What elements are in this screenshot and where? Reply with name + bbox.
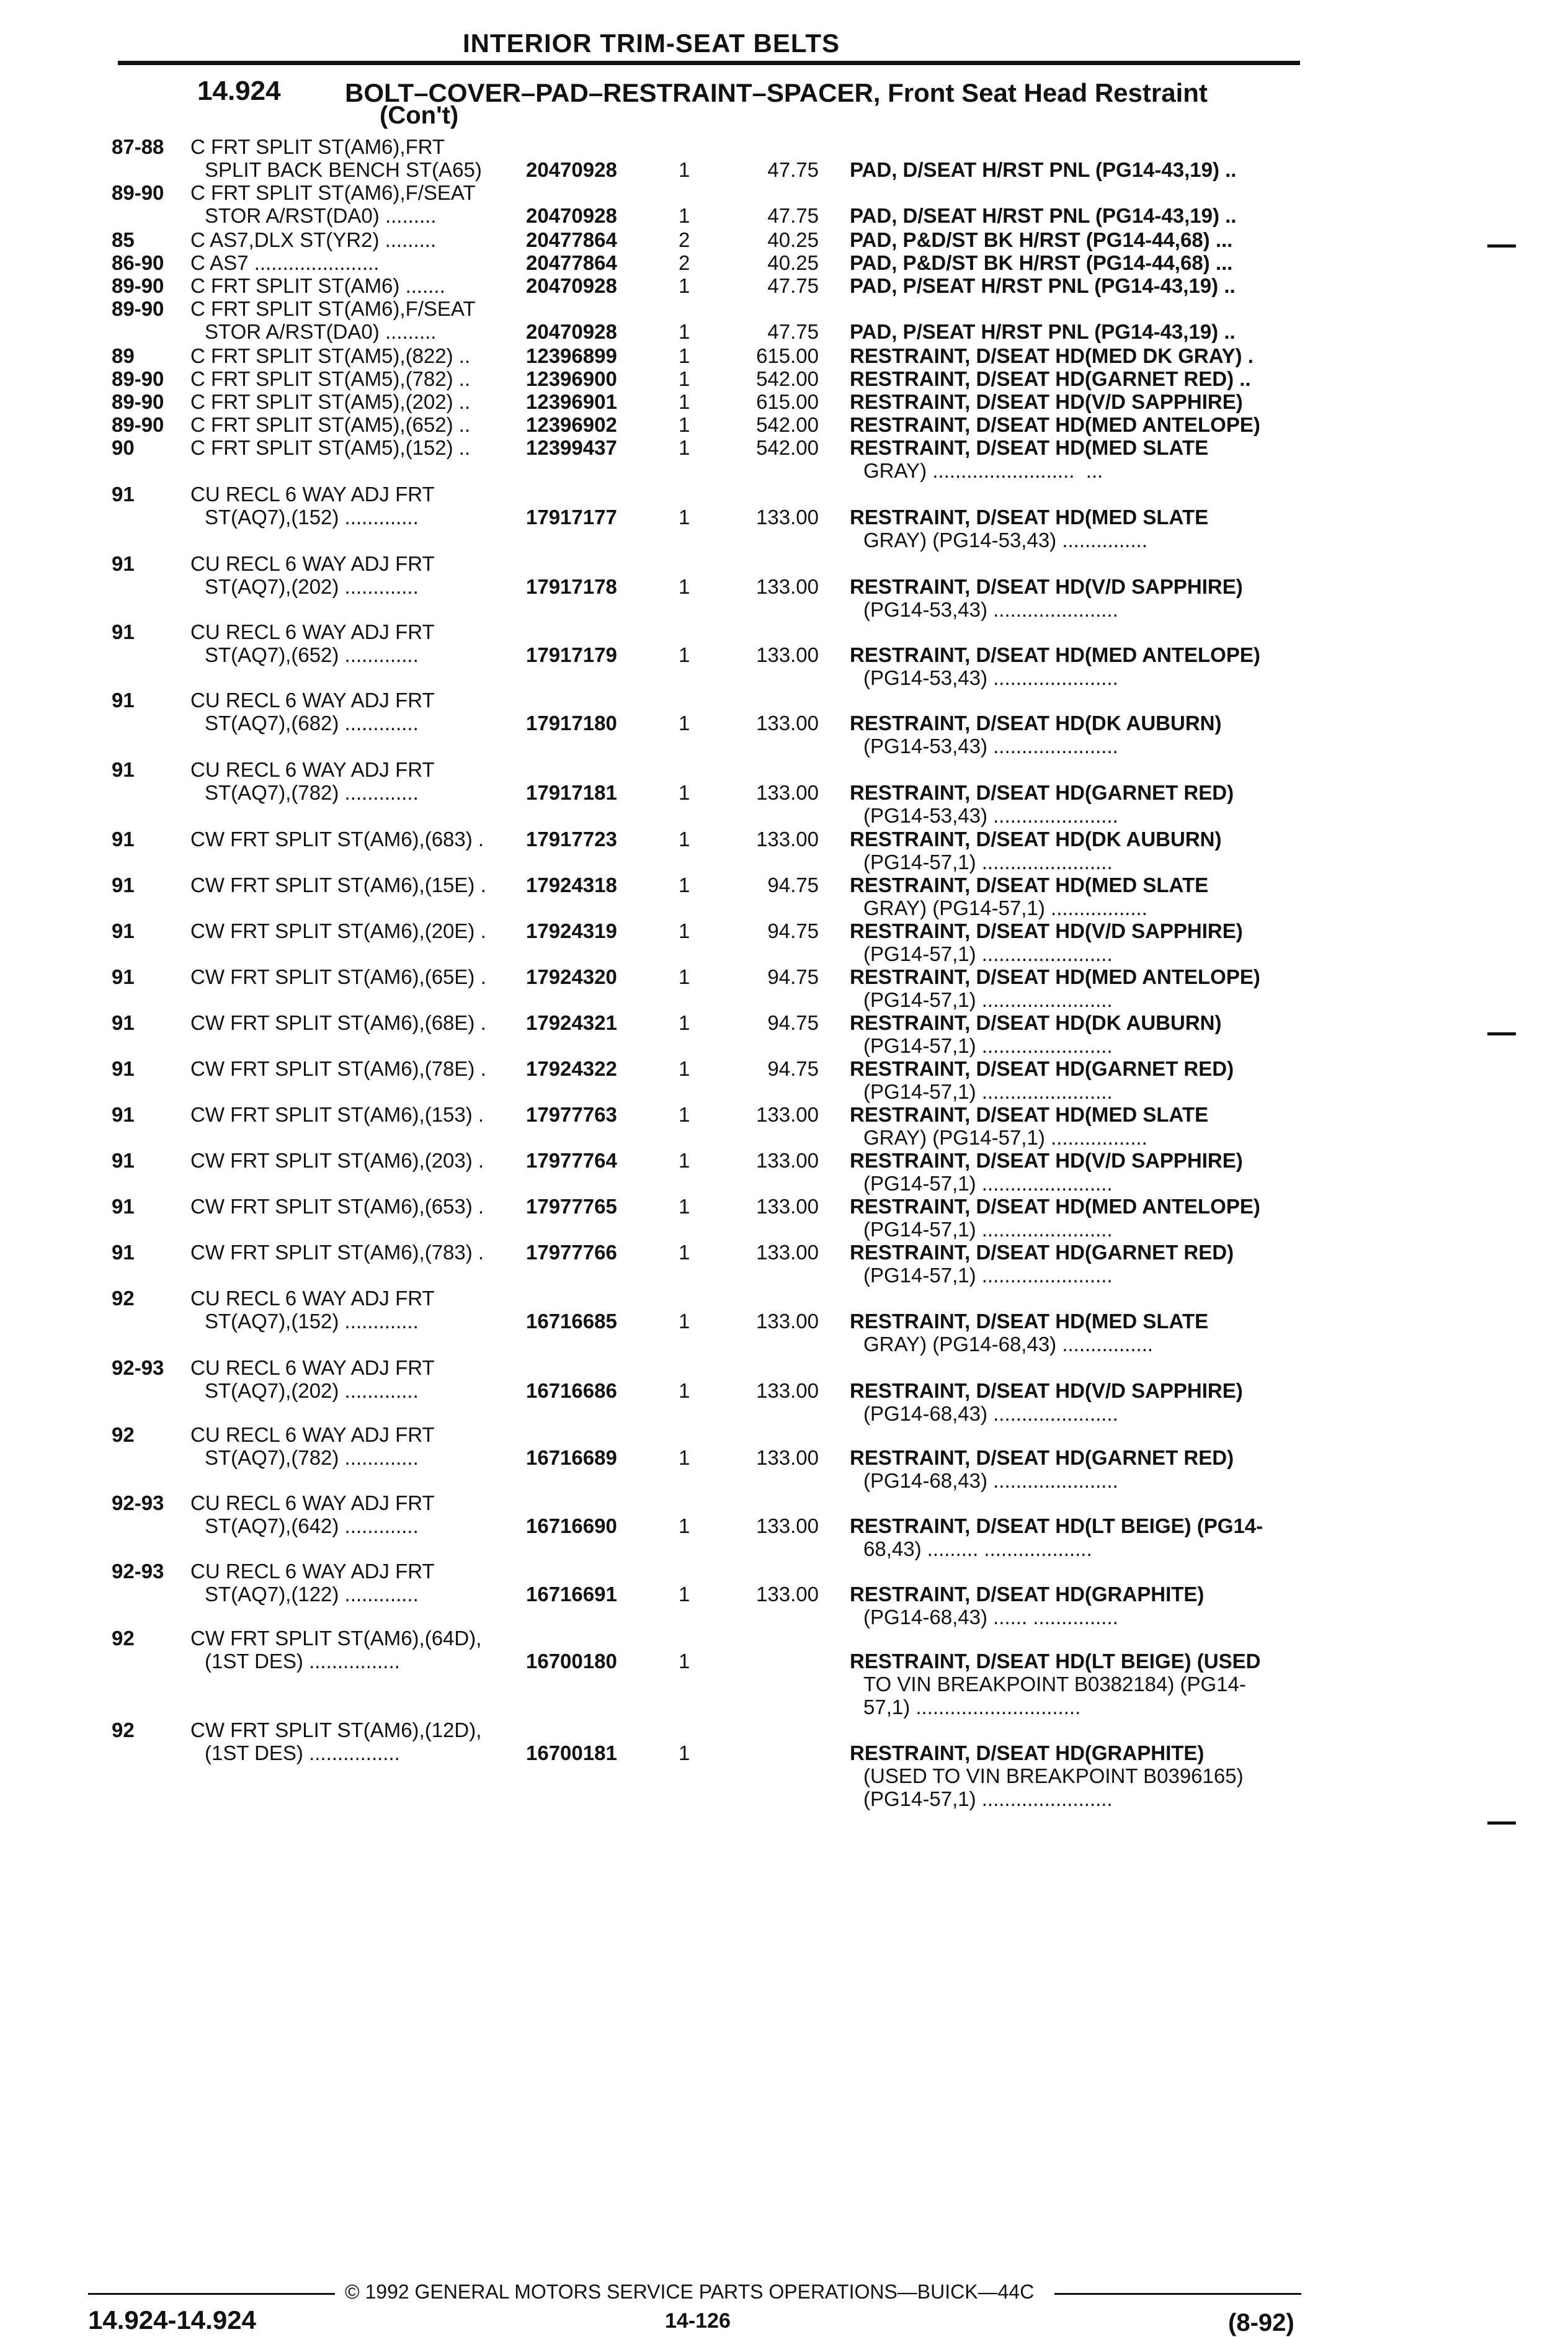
description-line: CW FRT SPLIT ST(AM6),(64D),	[190, 1627, 482, 1650]
price: 133.00	[756, 828, 819, 851]
quantity: 1	[679, 1149, 690, 1172]
price: 615.00	[756, 344, 819, 367]
part-number: 17977764	[526, 1149, 617, 1172]
description-line: CU RECL 6 WAY ADJ FRT	[190, 1356, 435, 1379]
remark-line: GRAY) (PG14-57,1) .................	[863, 896, 1147, 919]
part-number: 16716686	[526, 1379, 617, 1402]
footer-page-number: 14-126	[665, 2309, 731, 2333]
price: 133.00	[756, 575, 819, 598]
part-number: 20470928	[526, 320, 617, 343]
price: 47.75	[767, 274, 819, 297]
quantity: 1	[679, 158, 690, 181]
year-cell: 92	[112, 1627, 135, 1650]
remark-line: (PG14-57,1) .......................	[863, 851, 1113, 874]
quantity: 1	[679, 1103, 690, 1126]
part-number: 16716689	[526, 1446, 617, 1469]
remark-line: GRAY) (PG14-68,43) ................	[863, 1333, 1154, 1356]
quantity: 1	[679, 367, 690, 390]
remark-line: (USED TO VIN BREAKPOINT B0396165)	[863, 1764, 1244, 1787]
remark-line: (PG14-57,1) .......................	[863, 1080, 1113, 1103]
remark-line: 68,43) ......... ...................	[863, 1537, 1092, 1560]
part-number: 17924321	[526, 1011, 617, 1034]
year-cell: 91	[112, 1195, 135, 1218]
description-line: CU RECL 6 WAY ADJ FRT	[190, 1287, 435, 1310]
price: 94.75	[767, 1057, 819, 1080]
quantity: 1	[679, 204, 690, 227]
description-line: ST(AQ7),(642) .............	[205, 1514, 419, 1537]
description-line: CU RECL 6 WAY ADJ FRT	[190, 483, 435, 506]
quantity: 1	[679, 1057, 690, 1080]
description-line: ST(AQ7),(782) .............	[205, 781, 419, 804]
description-line: CW FRT SPLIT ST(AM6),(20E) .	[190, 919, 486, 942]
part-number: 17917181	[526, 781, 617, 804]
quantity: 1	[679, 1310, 690, 1333]
year-cell: 89-90	[112, 274, 164, 297]
price: 133.00	[756, 1149, 819, 1172]
year-cell: 86-90	[112, 251, 164, 274]
description-line: C FRT SPLIT ST(AM6),F/SEAT	[190, 181, 476, 204]
price: 94.75	[767, 874, 819, 896]
description-line: ST(AQ7),(652) .............	[205, 643, 419, 666]
remark-line: RESTRAINT, D/SEAT HD(GARNET RED) ..	[850, 367, 1251, 390]
remark-line: RESTRAINT, D/SEAT HD(GARNET RED)	[850, 1057, 1234, 1080]
year-cell: 89-90	[112, 413, 164, 436]
part-number: 17917178	[526, 575, 617, 598]
remark-line: (PG14-53,43) ......................	[863, 804, 1118, 827]
description-line: STOR A/RST(DA0) .........	[205, 204, 437, 227]
year-cell: 92	[112, 1718, 135, 1741]
remark-line: (PG14-53,43) ......................	[863, 666, 1118, 689]
part-number: 17917180	[526, 712, 617, 735]
part-number: 20477864	[526, 251, 617, 274]
remark-line: RESTRAINT, D/SEAT HD(MED SLATE	[850, 506, 1209, 529]
description-line: C FRT SPLIT ST(AM6) .......	[190, 274, 445, 297]
quantity: 1	[679, 1514, 690, 1537]
price: 133.00	[756, 781, 819, 804]
price: 133.00	[756, 506, 819, 529]
year-cell: 92	[112, 1423, 135, 1446]
quantity: 1	[679, 781, 690, 804]
price: 133.00	[756, 643, 819, 666]
remark-line: RESTRAINT, D/SEAT HD(V/D SAPPHIRE)	[850, 390, 1243, 413]
year-cell: 92-93	[112, 1560, 164, 1583]
quantity: 1	[679, 1011, 690, 1034]
description-line: STOR A/RST(DA0) .........	[205, 320, 437, 343]
margin-mark	[1487, 1821, 1516, 1825]
remark-line: RESTRAINT, D/SEAT HD(MED ANTELOPE)	[850, 643, 1260, 666]
remark-line: (PG14-57,1) .......................	[863, 988, 1113, 1011]
price: 40.25	[767, 251, 819, 274]
description-line: CW FRT SPLIT ST(AM6),(65E) .	[190, 965, 486, 988]
description-line: CW FRT SPLIT ST(AM6),(153) .	[190, 1103, 484, 1126]
page-title: INTERIOR TRIM-SEAT BELTS	[462, 29, 840, 58]
remark-line: RESTRAINT, D/SEAT HD(MED ANTELOPE)	[850, 1195, 1260, 1218]
description-line: C FRT SPLIT ST(AM6),F/SEAT	[190, 297, 476, 320]
remark-line: (PG14-57,1) .......................	[863, 1172, 1113, 1195]
year-cell: 91	[112, 919, 135, 942]
remark-line: RESTRAINT, D/SEAT HD(DK AUBURN)	[850, 712, 1222, 735]
quantity: 2	[679, 251, 690, 274]
description-line: CW FRT SPLIT ST(AM6),(78E) .	[190, 1057, 486, 1080]
description-line: ST(AQ7),(782) .............	[205, 1446, 419, 1469]
description-line: C FRT SPLIT ST(AM5),(782) ..	[190, 367, 471, 390]
remark-line: RESTRAINT, D/SEAT HD(V/D SAPPHIRE)	[850, 1149, 1243, 1172]
part-number: 17924320	[526, 965, 617, 988]
remark-line: (PG14-57,1) .......................	[863, 1787, 1113, 1810]
price: 542.00	[756, 413, 819, 436]
price: 133.00	[756, 1514, 819, 1537]
remark-line: (PG14-57,1) .......................	[863, 1034, 1113, 1057]
description-line: ST(AQ7),(202) .............	[205, 1379, 419, 1402]
description-line: C FRT SPLIT ST(AM5),(152) ..	[190, 436, 471, 459]
description-line: CW FRT SPLIT ST(AM6),(683) .	[190, 828, 484, 851]
remark-line: RESTRAINT, D/SEAT HD(MED SLATE	[850, 1103, 1209, 1126]
part-number: 17924322	[526, 1057, 617, 1080]
quantity: 1	[679, 874, 690, 896]
year-cell: 92-93	[112, 1491, 164, 1514]
remark-line: RESTRAINT, D/SEAT HD(GRAPHITE)	[850, 1583, 1205, 1606]
description-line: (1ST DES) ................	[205, 1650, 400, 1673]
part-number: 12396901	[526, 390, 617, 413]
remark-line: GRAY) (PG14-53,43) ...............	[863, 529, 1147, 552]
description-line: ST(AQ7),(152) .............	[205, 506, 419, 529]
remark-line: RESTRAINT, D/SEAT HD(GARNET RED)	[850, 1446, 1234, 1469]
description-line: CW FRT SPLIT ST(AM6),(12D),	[190, 1718, 482, 1741]
remark-line: RESTRAINT, D/SEAT HD(MED SLATE	[850, 1310, 1209, 1333]
part-number: 20470928	[526, 204, 617, 227]
price: 133.00	[756, 1446, 819, 1469]
year-cell: 87-88	[112, 135, 164, 158]
quantity: 1	[679, 1741, 690, 1764]
price: 615.00	[756, 390, 819, 413]
description-line: CW FRT SPLIT ST(AM6),(783) .	[190, 1241, 484, 1264]
quantity: 2	[679, 228, 690, 251]
remark-line: RESTRAINT, D/SEAT HD(GARNET RED)	[850, 781, 1234, 804]
remark-line: RESTRAINT, D/SEAT HD(DK AUBURN)	[850, 828, 1222, 851]
margin-mark	[1487, 244, 1516, 248]
quantity: 1	[679, 344, 690, 367]
part-number: 20470928	[526, 274, 617, 297]
quantity: 1	[679, 1195, 690, 1218]
part-number: 16716690	[526, 1514, 617, 1537]
quantity: 1	[679, 413, 690, 436]
price: 40.25	[767, 228, 819, 251]
remark-line: PAD, P&D/ST BK H/RST (PG14-44,68) ...	[850, 228, 1233, 251]
remark-line: (PG14-57,1) .......................	[863, 1264, 1113, 1287]
year-cell: 91	[112, 1149, 135, 1172]
description-line: CW FRT SPLIT ST(AM6),(15E) .	[190, 874, 486, 896]
price: 133.00	[756, 1241, 819, 1264]
quantity: 1	[679, 919, 690, 942]
quantity: 1	[679, 1583, 690, 1606]
footer-copyright: © 1992 GENERAL MOTORS SERVICE PARTS OPERATIONS—BUICK—44C	[345, 2281, 1035, 2303]
remark-line: (PG14-57,1) .......................	[863, 1218, 1113, 1241]
year-cell: 85	[112, 228, 135, 251]
price: 94.75	[767, 919, 819, 942]
remark-line: RESTRAINT, D/SEAT HD(GRAPHITE)	[850, 1741, 1205, 1764]
footer-section-range: 14.924-14.924	[88, 2305, 256, 2335]
price: 94.75	[767, 965, 819, 988]
year-cell: 91	[112, 1057, 135, 1080]
part-number: 17977765	[526, 1195, 617, 1218]
year-cell: 91	[112, 620, 135, 643]
description-line: C FRT SPLIT ST(AM5),(202) ..	[190, 390, 471, 413]
section-number: 14.924	[197, 76, 281, 106]
quantity: 1	[679, 390, 690, 413]
part-number: 17977766	[526, 1241, 617, 1264]
year-cell: 91	[112, 758, 135, 781]
remark-line: RESTRAINT, D/SEAT HD(V/D SAPPHIRE)	[850, 919, 1243, 942]
remark-line: (PG14-68,43) ......................	[863, 1469, 1118, 1492]
price: 133.00	[756, 712, 819, 735]
quantity: 1	[679, 1650, 690, 1673]
price: 47.75	[767, 320, 819, 343]
year-cell: 91	[112, 1241, 135, 1264]
description-line: CU RECL 6 WAY ADJ FRT	[190, 689, 435, 712]
description-line: ST(AQ7),(682) .............	[205, 712, 419, 735]
year-cell: 89-90	[112, 367, 164, 390]
quantity: 1	[679, 575, 690, 598]
part-number: 16716685	[526, 1310, 617, 1333]
part-number: 20470928	[526, 158, 617, 181]
remark-line: TO VIN BREAKPOINT B0382184) (PG14-	[863, 1673, 1246, 1696]
quantity: 1	[679, 712, 690, 735]
remark-line: (PG14-68,43) ...... ...............	[863, 1606, 1118, 1629]
remark-line: RESTRAINT, D/SEAT HD(MED ANTELOPE)	[850, 965, 1260, 988]
year-cell: 91	[112, 689, 135, 712]
remark-line: PAD, P/SEAT H/RST PNL (PG14-43,19) ..	[850, 320, 1236, 343]
part-number: 12396900	[526, 367, 617, 390]
part-number: 16716691	[526, 1583, 617, 1606]
footer-date: (8-92)	[1228, 2309, 1294, 2336]
remark-line: RESTRAINT, D/SEAT HD(MED SLATE	[850, 436, 1209, 459]
year-cell: 90	[112, 436, 135, 459]
price: 47.75	[767, 204, 819, 227]
part-number: 17977763	[526, 1103, 617, 1126]
remark-line: RESTRAINT, D/SEAT HD(V/D SAPPHIRE)	[850, 575, 1243, 598]
description-line: CU RECL 6 WAY ADJ FRT	[190, 1423, 435, 1446]
part-number: 12396902	[526, 413, 617, 436]
section-title: BOLT–COVER–PAD–RESTRAINT–SPACER, Front Seat Head Restraint	[345, 78, 1208, 107]
description-line: C FRT SPLIT ST(AM5),(652) ..	[190, 413, 471, 436]
price: 94.75	[767, 1011, 819, 1034]
part-number: 17924318	[526, 874, 617, 896]
section-continued: (Con't)	[380, 102, 459, 129]
price: 542.00	[756, 367, 819, 390]
price: 133.00	[756, 1583, 819, 1606]
part-number: 17917177	[526, 506, 617, 529]
description-line: CW FRT SPLIT ST(AM6),(203) .	[190, 1149, 484, 1172]
remark-line: GRAY) ......................... ...	[863, 459, 1103, 482]
description-line: CW FRT SPLIT ST(AM6),(653) .	[190, 1195, 484, 1218]
remark-line: RESTRAINT, D/SEAT HD(DK AUBURN)	[850, 1011, 1222, 1034]
part-number: 20477864	[526, 228, 617, 251]
year-cell: 91	[112, 828, 135, 851]
price: 133.00	[756, 1103, 819, 1126]
quantity: 1	[679, 436, 690, 459]
price: 133.00	[756, 1379, 819, 1402]
remark-line: RESTRAINT, D/SEAT HD(GARNET RED)	[850, 1241, 1234, 1264]
remark-line: RESTRAINT, D/SEAT HD(MED DK GRAY) .	[850, 344, 1254, 367]
remark-line: RESTRAINT, D/SEAT HD(LT BEIGE) (USED	[850, 1650, 1261, 1673]
price: 542.00	[756, 436, 819, 459]
description-line: ST(AQ7),(122) .............	[205, 1583, 419, 1606]
description-line: CU RECL 6 WAY ADJ FRT	[190, 1560, 435, 1583]
quantity: 1	[679, 1379, 690, 1402]
description-line: C AS7,DLX ST(YR2) .........	[190, 228, 437, 251]
description-line: CU RECL 6 WAY ADJ FRT	[190, 620, 435, 643]
part-number: 17924319	[526, 919, 617, 942]
year-cell: 89-90	[112, 297, 164, 320]
remark-line: PAD, D/SEAT H/RST PNL (PG14-43,19) ..	[850, 158, 1237, 181]
remark-line: RESTRAINT, D/SEAT HD(V/D SAPPHIRE)	[850, 1379, 1243, 1402]
remark-line: (PG14-53,43) ......................	[863, 735, 1118, 757]
description-line: SPLIT BACK BENCH ST(A65)	[205, 158, 482, 181]
year-cell: 91	[112, 965, 135, 988]
description-line: CW FRT SPLIT ST(AM6),(68E) .	[190, 1011, 486, 1034]
description-line: C FRT SPLIT ST(AM5),(822) ..	[190, 344, 471, 367]
quantity: 1	[679, 643, 690, 666]
part-number: 17917723	[526, 828, 617, 851]
year-cell: 92-93	[112, 1356, 164, 1379]
quantity: 1	[679, 965, 690, 988]
remark-line: RESTRAINT, D/SEAT HD(MED SLATE	[850, 874, 1209, 896]
price: 133.00	[756, 1310, 819, 1333]
remark-line: (PG14-53,43) ......................	[863, 598, 1118, 621]
part-number: 16700181	[526, 1741, 617, 1764]
quantity: 1	[679, 274, 690, 297]
remark-line: (PG14-68,43) ......................	[863, 1402, 1118, 1425]
year-cell: 91	[112, 1103, 135, 1126]
year-cell: 92	[112, 1287, 135, 1310]
quantity: 1	[679, 828, 690, 851]
description-line: C AS7 ......................	[190, 251, 380, 274]
remark-line: GRAY) (PG14-57,1) .................	[863, 1126, 1147, 1149]
description-line: ST(AQ7),(152) .............	[205, 1310, 419, 1333]
year-cell: 89	[112, 344, 135, 367]
footer-rule-left	[88, 2293, 335, 2295]
description-line: CU RECL 6 WAY ADJ FRT	[190, 1491, 435, 1514]
remark-line: RESTRAINT, D/SEAT HD(LT BEIGE) (PG14-	[850, 1514, 1263, 1537]
remark-line: PAD, P/SEAT H/RST PNL (PG14-43,19) ..	[850, 274, 1236, 297]
description-line: C FRT SPLIT ST(AM6),FRT	[190, 135, 445, 158]
description-line: CU RECL 6 WAY ADJ FRT	[190, 552, 435, 575]
description-line: ST(AQ7),(202) .............	[205, 575, 419, 598]
remark-line: (PG14-57,1) .......................	[863, 942, 1113, 965]
quantity: 1	[679, 320, 690, 343]
year-cell: 91	[112, 552, 135, 575]
remark-line: PAD, P&D/ST BK H/RST (PG14-44,68) ...	[850, 251, 1233, 274]
part-number: 12396899	[526, 344, 617, 367]
description-line: CU RECL 6 WAY ADJ FRT	[190, 758, 435, 781]
part-number: 17917179	[526, 643, 617, 666]
description-line: (1ST DES) ................	[205, 1741, 400, 1764]
year-cell: 91	[112, 1011, 135, 1034]
remark-line: RESTRAINT, D/SEAT HD(MED ANTELOPE)	[850, 413, 1260, 436]
margin-mark	[1487, 1032, 1516, 1035]
year-cell: 89-90	[112, 390, 164, 413]
remark-line: PAD, D/SEAT H/RST PNL (PG14-43,19) ..	[850, 204, 1237, 227]
footer-rule-right	[1054, 2293, 1301, 2295]
quantity: 1	[679, 1446, 690, 1469]
year-cell: 91	[112, 874, 135, 896]
quantity: 1	[679, 506, 690, 529]
quantity: 1	[679, 1241, 690, 1264]
price: 47.75	[767, 158, 819, 181]
year-cell: 89-90	[112, 181, 164, 204]
part-number: 12399437	[526, 436, 617, 459]
remark-line: 57,1) .............................	[863, 1696, 1081, 1718]
part-number: 16700180	[526, 1650, 617, 1673]
price: 133.00	[756, 1195, 819, 1218]
year-cell: 91	[112, 483, 135, 506]
